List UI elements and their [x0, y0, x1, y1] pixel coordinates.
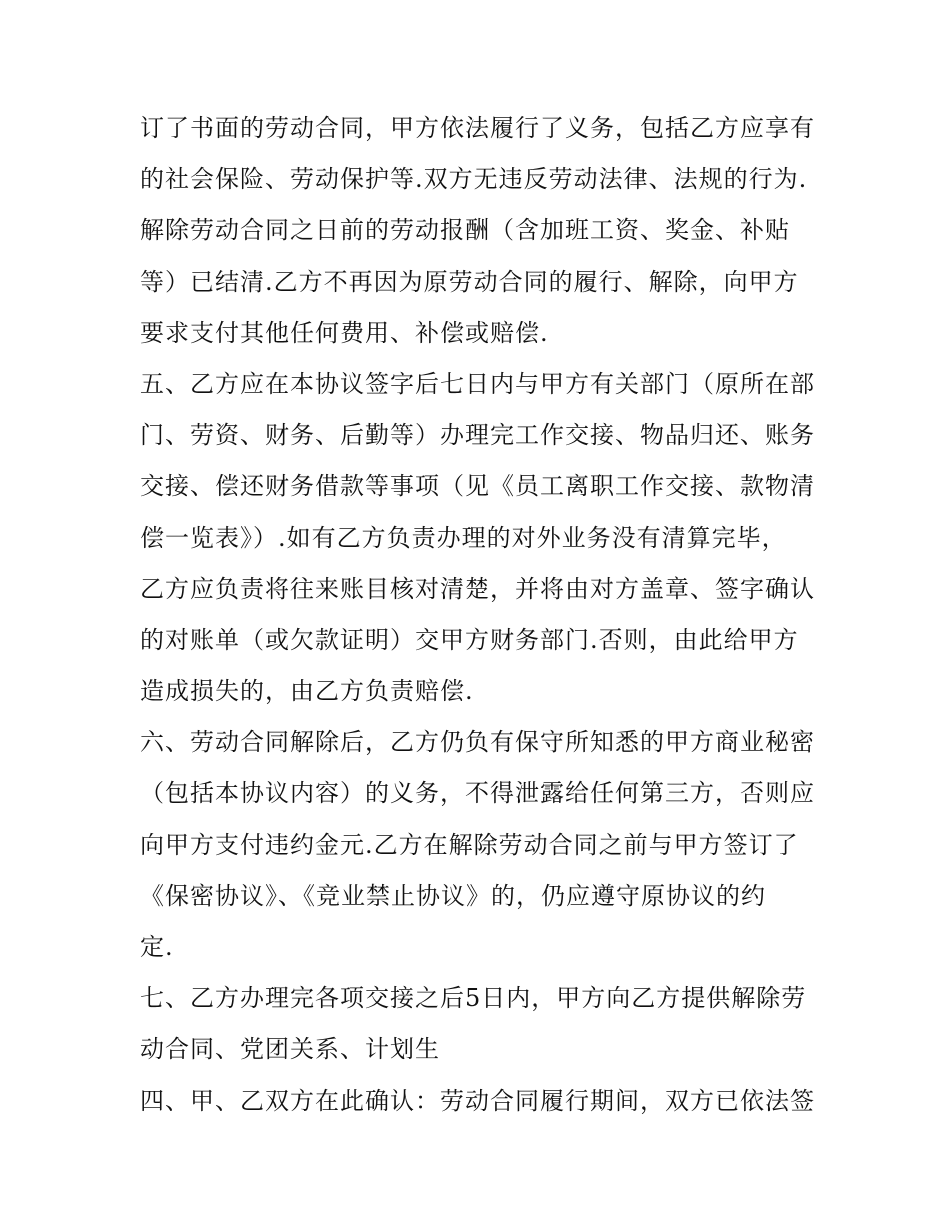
- text-line: 的对账单（或欠款证明）交甲方财务部门.否则，由此给甲方: [140, 625, 799, 654]
- text-line: （包括本协议内容）的义务，不得泄露给任何第三方，否则应: [140, 779, 815, 808]
- text-line: 乙方应负责将往来账目核对清楚，并将由对方盖章、签字确认: [140, 574, 815, 603]
- text-line: 向甲方支付违约金元.乙方在解除劳动合同之前与甲方签订了: [140, 830, 799, 859]
- text-line: 六、劳动合同解除后，乙方仍负有保守所知悉的甲方商业秘密: [140, 728, 815, 757]
- text-line: 等）已结清.乙方不再因为原劳动合同的履行、解除，向甲方: [140, 267, 799, 296]
- document-body: [140, 103, 820, 1127]
- text-line: 的社会保险、劳动保护等.双方无违反劳动法律、法规的行为.: [140, 165, 808, 194]
- text-line: 要求支付其他任何费用、补偿或赔偿.: [140, 318, 549, 347]
- text-line: 解除劳动合同之日前的劳动报酬（含加班工资、奖金、补贴: [140, 216, 790, 245]
- text-line: 《保密协议》、《竞业禁止协议》的，仍应遵守原协议的约: [140, 881, 766, 910]
- text-line: 造成损失的，由乙方负责赔偿.: [140, 677, 474, 706]
- text-line: 偿一览表》）.如有乙方负责办理的对外业务没有清算完毕，: [140, 523, 787, 552]
- text-line: 订了书面的劳动合同，甲方依法履行了义务，包括乙方应享有: [140, 114, 815, 142]
- text-line: 动合同、党团关系、计划生: [140, 1035, 440, 1064]
- text-line: 七、乙方办理完各项交接之后5日内，甲方向乙方提供解除劳: [140, 984, 807, 1013]
- text-line: 五、乙方应在本协议签字后七日内与甲方有关部门（原所在部: [140, 369, 815, 398]
- text-line: 交接、偿还财务借款等事项（见《员工离职工作交接、款物清: [140, 472, 815, 501]
- text-line: 四、甲、乙双方在此确认：劳动合同履行期间，双方已依法签: [140, 1086, 815, 1115]
- text-line: 门、劳资、财务、后勤等）办理完工作交接、物品归还、账务: [140, 421, 815, 450]
- text-line: 定.: [140, 933, 174, 961]
